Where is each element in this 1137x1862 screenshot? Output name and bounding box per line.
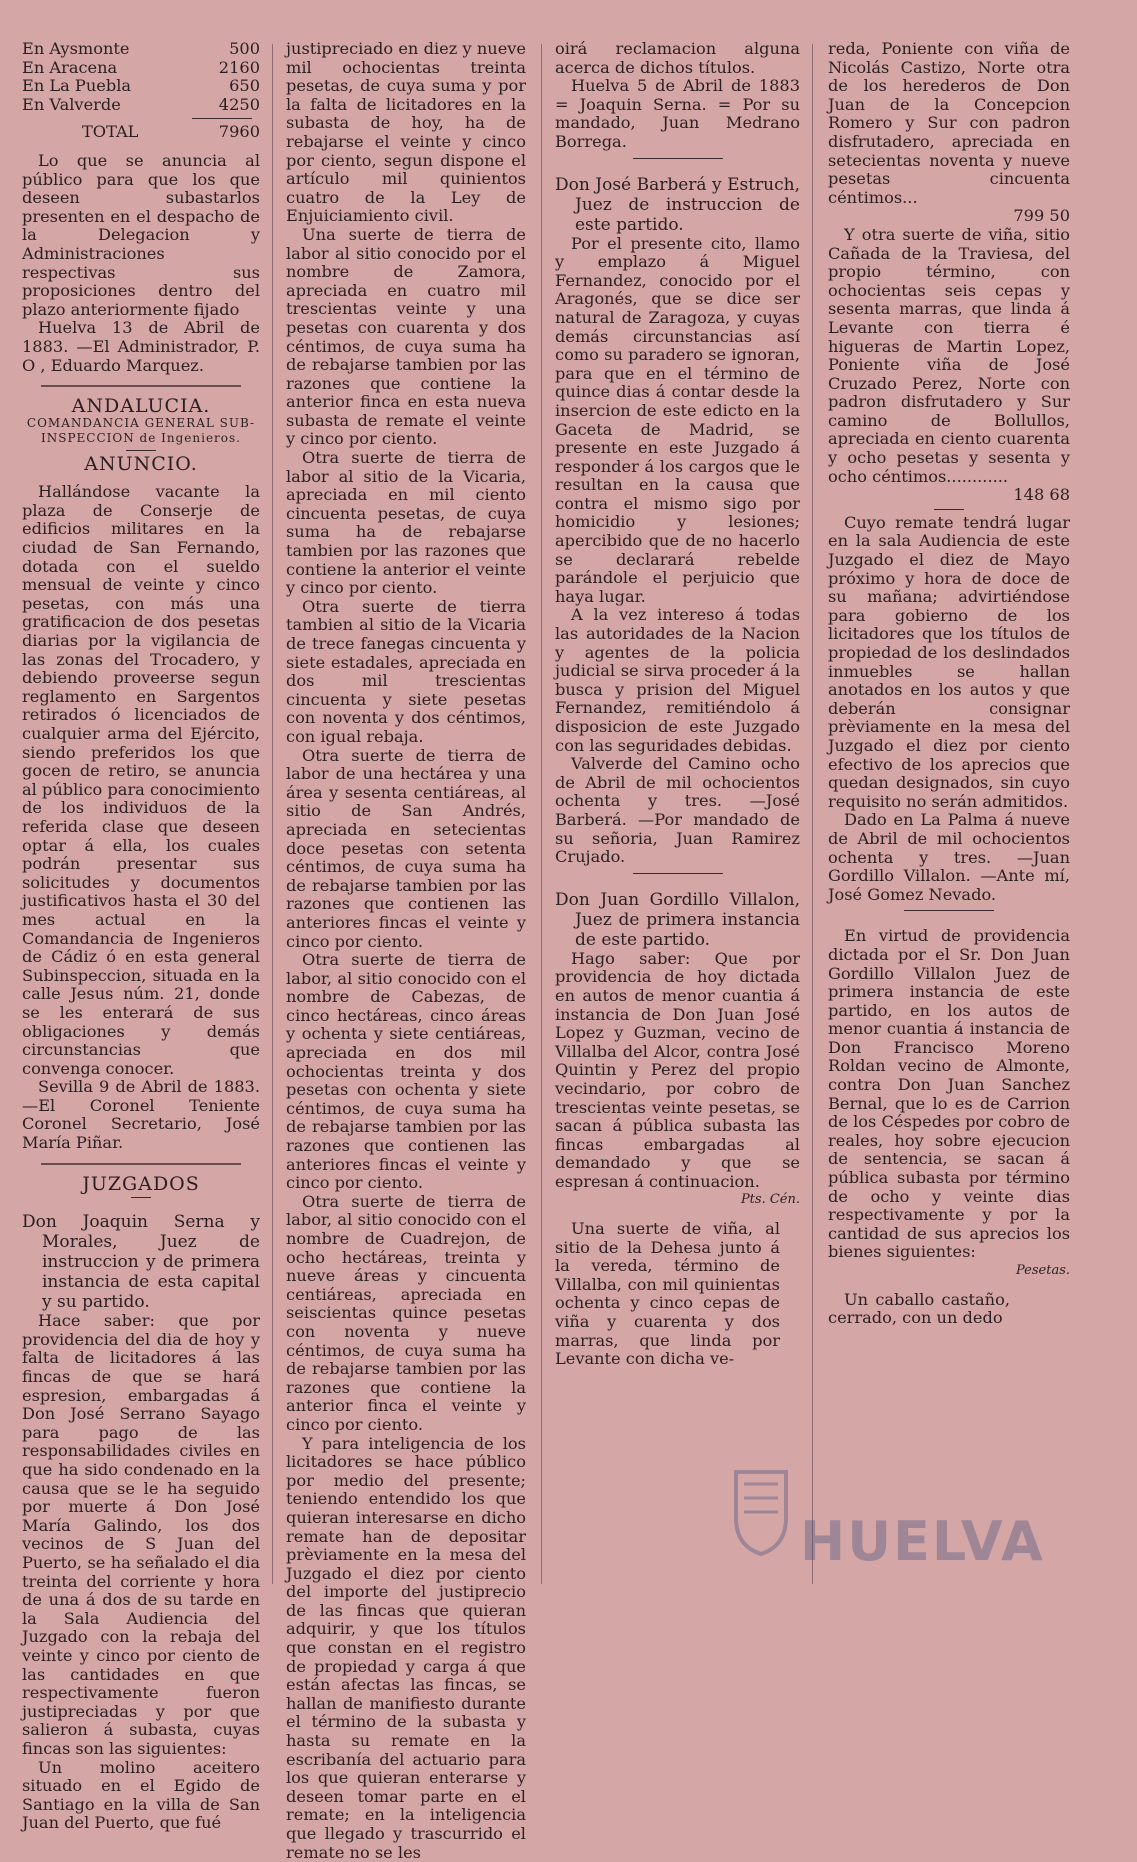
divider: [633, 873, 723, 874]
edict-text: Y otra suerte de viña, sitio Cañada de la Traviesa, del propio término, con ochocientas seis cepas y sesenta marras, que linda á Levante con tierra é higueras de Martin Lopez, Poniente viña de José Cruzado Perez, Norte con padron disfrutadero y Sur camino de Bollullos, apreciada en ciento cuarenta y ocho pesetas y sesenta y ocho céntimos............: [828, 224, 1070, 486]
column-2: [286, 39, 526, 1862]
edict-text: Otra suerte de tierra de labor, al sitio conocido con el nombre de Cabezas, de cinco hectáreas, cinco áreas y ochenta y siete centiáreas, apreciada en dos mil ochocientas treinta y dos pesetas con ochenta y siete céntimos, de cuya suma ha de rebajarse tambien por las razones que contienen las anteriores fincas el veinte y cinco por ciento.: [286, 950, 526, 1193]
edict-text: Hago saber: Que por providencia de hoy dictada en autos de menor cuantia á instancia de Don Juan José Lopez y Guzman, vecino de Villalba del Alcor, contra José Quintin y Perez del propio vecindario, por cobro de trescientas veinte pesetas, se sacan á pública subasta las fincas embargadas al demandado y que se espresan á continuacion.: [555, 948, 800, 1191]
edict-text: Por el presente cito, llamo y emplazo á Miguel Fernandez, conocido por el Aragonés, que se dice ser natural de Zaragoza, y cuyas demás circunstancias así como su paradero se ignoran, para que en el término de quince dias á contar desde la insercion de este edicto en la Gaceta de Madrid, se presente en este Juzgado á responder á los cargos que le resultan en la causa que contra el mismo sigo por homicidio y lesiones; apercibido que de no hacerlo se declarará rebelde parándole el perjuicio que haya lugar.: [555, 233, 800, 606]
edict-text: Dado en La Palma á nueve de Abril de mil ochocientos ochenta y tres. —Juan Gordillo Villalon. —Ante mí, José Gomez Nevado.: [828, 810, 1070, 904]
notice-heading: ANUNCIO.: [84, 452, 198, 475]
edict-text: Y para inteligencia de los licitadores se hace público por medio del presente; teniendo entendido los que quieran interesarse en dicho remate han de depositar prèviamente en la mesa del Juzgado el diez por ciento del importe del justiprecio de las fincas que quieran adquirir, y que los títulos que constan en el registro de propiedad y carga á que están afectas las fincas, se hallan de manifiesto durante el término de la subasta y hasta su remate en la escribanía del actuario para los que quieran enterarse y deseen tomar parte en el remate; en la inteligencia que llegado y trascurrido el remate no se les: [286, 1433, 526, 1862]
divider: [633, 158, 723, 159]
section-title: ANDALUCIA.: [71, 395, 211, 418]
total-value: 7960: [218, 122, 260, 142]
edict-text: Cuyo remate tendrá lugar en la sala Audiencia de este Juzgado el diez de Mayo próximo y hora de doce de su mañana; advirtiéndose para gobierno de los licitadores que los títulos de propiedad de los deslindados inmuebles se hallan anotados en los autos y que deberán consignar prèviamente en la mesa del Juzgado el diez por ciento efectivo de los aprecios que quedan designados, sin cuyo requisito no serán admitidos.: [828, 512, 1070, 811]
column-header: Pts. Cén.: [740, 1192, 800, 1208]
edict-text: Un caballo castaño, cerrado, con un dedo: [828, 1289, 1010, 1328]
edict-signature: Huelva 5 de Abril de 1883 = Joaquin Serna. = Por su mandado, Juan Medrano Borrega.: [555, 76, 800, 151]
column-rule: [812, 44, 813, 1584]
column-rule: [541, 44, 542, 1584]
edict-text: justipreciado en diez y nueve mil ochocientas treinta pesetas, de cuya suma y por la falta de licitadores en la subasta de hoy, ha de rebajarse el veinte y cinco por ciento, segun dispone el artículo mil quinientos cuatro de la Ley de Enjuiciamiento civil.: [286, 39, 526, 226]
edict-text: Otra suerte de tierra tambien al sitio de la Vicaria de trece fanegas cincuenta y siete estadales, apreciada en dos mil trescientas cincuenta y siete pesetas con noventa y dos céntimos, con igual rebaja.: [286, 596, 526, 746]
totals-label: En Aysmonte: [22, 39, 130, 58]
column-header: Pesetas.: [1016, 1263, 1070, 1278]
crest-icon: [730, 1464, 792, 1556]
edict-text: Hace saber: que por providencia del dia de hoy y falta de licitadores á las fincas de que se hará espresion, embargadas á Don José Serrano Sayago para pago de las responsabilidades civiles en que ha sido condenado en la causa que se le ha seguido por muerte á Don José María Galindo, los dos vecinos de S Juan del Puerto, se ha señalado el dia treinta del corriente y hora de una á dos de su tarde en la Sala Audiencia del Juzgado con la rebaja del veinte y cinco por ciento de las cantidades en que respectivamente fueron justipreciadas y por que salieron á subasta, cuyas fincas son las siguientes:: [22, 1311, 260, 1758]
notice-signature: Sevilla 9 de Abril de 1883. —El Coronel Teniente Coronel Secretario, José María Piñar.: [22, 1077, 260, 1153]
amount: 799 50: [1013, 206, 1070, 226]
notice-text: Hallándose vacante la plaza de Conserje de edificios militares en la ciudad de San Fernando, dotada con el sueldo mensual de veinte y cinco pesetas, con más una gratificacion de dos pesetas diarias por la vigilancia de las zonas del Trocadero, y debiendo proveerse segun reglamento en Sargentos retirados ó licenciados de cualquier arma del Ejército, siendo preferidos los que gocen de retiro, se anuncia al público para conocimiento de los individuos de la referida clase que deseen optar á ella, los cuales podrán presentar sus solicitudes y documentos justificativos hasta el 30 del mes actual en la Comandancia de Ingenieros de Cádiz ó en esta general Subinspeccion, situada en la calle Jesus núm. 21, donde se les enterará de sus obligaciones y demás circunstancias que convenga conocer.: [22, 482, 260, 1078]
notice-signature: Huelva 13 de Abril de 1883. —El Administrador, P. O , Eduardo Marquez.: [22, 318, 260, 375]
edict-heading: Don Juan Gordillo Villalon, Juez de primera instancia de este partido.: [555, 889, 800, 950]
edict-text: A la vez intereso á todas las autoridades de la Nacion y agentes de la policia judicial se sirva proceder á la busca y prision del Miguel Fernandez, remitiéndolo á disposicion de este Juzgado con las seguridades debidas.: [555, 605, 800, 755]
section-divider: [41, 385, 241, 387]
divider: [126, 450, 156, 451]
totals-row: [22, 77, 260, 96]
totals-row: [22, 96, 260, 115]
column-3: [555, 40, 800, 1585]
divider: [904, 910, 994, 911]
edict-text: Un molino aceitero situado en el Egido de Santiago en la villa de San Juan del Puerto, que fué: [22, 1757, 260, 1833]
section-title: JUZGADOS: [82, 1172, 200, 1195]
totals-row: [22, 59, 260, 78]
totals-label: En La Puebla: [22, 76, 132, 96]
edict-heading: Don Joaquin Serna y Morales, Juez de instruccion y de primera instancia de esta capital y su partido.: [22, 1212, 260, 1313]
edict-heading: Don José Barberá y Estruch, Juez de instruccion de este partido.: [555, 174, 800, 235]
notice-text: Lo que se anuncia al público para que los que deseen subastarlos presenten en el despacho de la Delegacion y Administraciones respectivas sus proposiciones dentro del plazo anteriormente fijado: [22, 150, 260, 319]
section-divider: [41, 1163, 241, 1165]
divider: [192, 118, 252, 119]
totals-value: 4250: [218, 94, 260, 114]
divider: [131, 1197, 151, 1198]
column-4: [828, 40, 1070, 1585]
edict-text: Una suerte de viña, al sitio de la Dehesa junto á la vereda, término de Villalba, con mil quinientas ochenta y cinco cepas de viña y cuarenta y dos marras, que linda por Levante con dicha ve-: [555, 1219, 780, 1369]
edict-text: Otra suerte de tierra de labor, al sitio conocido con el nombre de Cuadrejon, de ocho hectáreas, treinta y nueve áreas y cincuenta centiáreas, apreciada en seiscientas quince pesetas con noventa y nueve céntimos, de cuya suma ha de rebajarse tambien por las razones que contiene la anterior finca el veinte y cinco por ciento.: [286, 1191, 526, 1434]
edict-text: reda, Poniente con viña de Nicolás Castizo, Norte otra de los herederos de Don Juan de la Concepcion Romero y Sur con padron disfrutadero, apreciada en setecientas noventa y nueve pesetas cincuenta céntimos...: [828, 39, 1070, 207]
totals-value: 2160: [218, 57, 260, 77]
totals-label: En Aracena: [22, 57, 118, 77]
watermark-label: HUELVA: [800, 1510, 1045, 1573]
column-rule: [272, 44, 273, 1584]
edict-text: En virtud de providencia dictada por el Sr. Don Juan Gordillo Villalon Juez de primera instancia de este partido, en los autos de menor cuantia á instancia de Don Francisco Moreno Roldan vecino de Almonte, contra Don Juan Sanchez Bernal, que lo es de Carrion de los Céspedes por cobro de reales, hoy sobre ejecucion de sentencia, se sacan á pública subasta por término de ocho y veinte dias respectivamente y por la cantidad de sus aprecios los bienes siguientes:: [828, 926, 1070, 1262]
divider: [934, 509, 964, 510]
edict-text: oirá reclamacion alguna acerca de dichos títulos.: [555, 39, 800, 77]
total-label: TOTAL: [82, 122, 139, 142]
totals-value: 650: [229, 76, 260, 96]
totals-row: [22, 40, 260, 59]
section-subtitle: COMANDANCIA GENERAL SUB-INSPECCION de Ingenieros.: [26, 415, 256, 445]
edict-text: Una suerte de tierra de labor al sitio conocido por el nombre de Zamora, apreciada en cuatro mil trescientas veinte y una pesetas con cuarenta y dos céntimos, de cuya suma ha de rebajarse tambien por las razones que contiene la anterior finca en esta nueva subasta de remate el veinte y cinco por ciento.: [286, 224, 526, 449]
edict-text: Otra suerte de tierra de labor de una hectárea y una área y sesenta centiáreas, al sitio de San Andrés, apreciada en setecientas doce pesetas con setenta céntimos, de cuya suma ha de rebajarse tambien por las razones que contienen las anteriores fincas el veinte y cinco por ciento.: [286, 745, 526, 951]
column-1: [22, 39, 260, 1833]
edict-text: Otra suerte de tierra de labor al sitio de la Vicaria, apreciada en mil ciento cincuenta pesetas, de cuya suma ha de rebajarse tambien por las razones que contiene la anterior el veinte y cinco por ciento.: [286, 448, 526, 598]
archive-watermark: [730, 1460, 1045, 1580]
edict-text: Valverde del Camino ocho de Abril de mil ochocientos ochenta y tres. —José Barberá. —Por mandado de su señoria, Juan Ramirez Crujado.: [555, 754, 800, 867]
totals-value: 500: [229, 39, 260, 58]
amount: 148 68: [1013, 485, 1070, 505]
totals-label: En Valverde: [22, 94, 121, 114]
total-row: [22, 123, 260, 142]
